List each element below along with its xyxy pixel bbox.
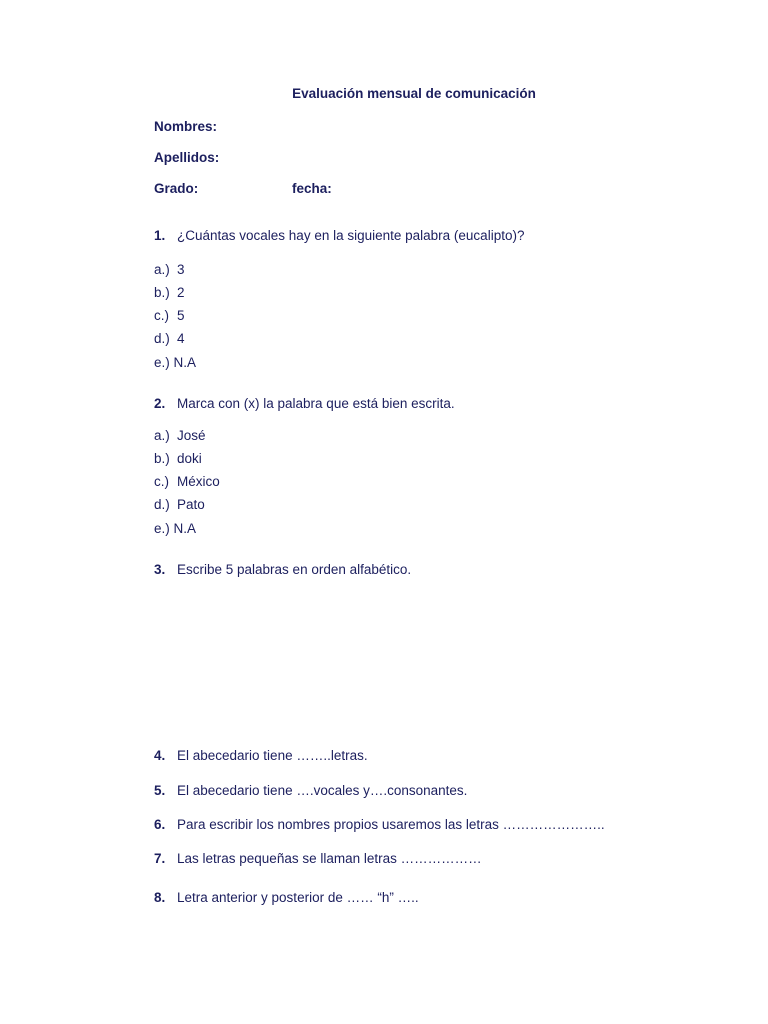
option-letter: d.) bbox=[154, 331, 170, 346]
question-4 bbox=[154, 748, 368, 764]
option-text: 5 bbox=[177, 308, 185, 323]
option-item bbox=[154, 285, 185, 301]
question-2 bbox=[154, 396, 455, 412]
option-text: 4 bbox=[177, 331, 185, 346]
option-letter: e.) bbox=[154, 521, 170, 536]
option-letter: c.) bbox=[154, 308, 169, 323]
option-item bbox=[154, 521, 196, 537]
option-text: N.A bbox=[173, 355, 197, 370]
question-text: El abecedario tiene ……..letras. bbox=[177, 748, 368, 763]
option-letter: e.) bbox=[154, 355, 170, 370]
question-8 bbox=[154, 890, 419, 906]
option-item bbox=[154, 262, 185, 278]
grado-label: Grado: bbox=[154, 181, 199, 196]
option-letter: a.) bbox=[154, 262, 170, 277]
option-text: doki bbox=[177, 451, 202, 466]
option-item bbox=[154, 428, 206, 444]
option-item bbox=[154, 451, 202, 467]
question-text: El abecedario tiene ….vocales y….consonantes. bbox=[177, 783, 468, 798]
question-number: 5. bbox=[154, 783, 166, 798]
option-text: Pato bbox=[177, 497, 205, 512]
option-text: 3 bbox=[177, 262, 185, 277]
option-text: N.A bbox=[173, 521, 197, 536]
question-7 bbox=[154, 851, 482, 867]
fecha-label: fecha: bbox=[292, 181, 332, 196]
option-item bbox=[154, 308, 185, 324]
question-number: 8. bbox=[154, 890, 166, 905]
question-1 bbox=[154, 228, 524, 244]
option-letter: d.) bbox=[154, 497, 170, 512]
question-text: Las letras pequeñas se llaman letras ……………… bbox=[177, 851, 482, 866]
page-title: Evaluación mensual de comunicación bbox=[292, 86, 536, 101]
question-text: Marca con (x) la palabra que está bien escrita. bbox=[177, 396, 455, 411]
option-letter: b.) bbox=[154, 451, 170, 466]
question-number: 1. bbox=[154, 228, 166, 243]
option-item bbox=[154, 331, 185, 347]
question-text: ¿Cuántas vocales hay en la siguiente palabra (eucalipto)? bbox=[177, 228, 525, 243]
option-text: 2 bbox=[177, 285, 185, 300]
question-3 bbox=[154, 562, 411, 578]
option-item bbox=[154, 355, 196, 371]
option-item bbox=[154, 497, 205, 513]
question-number: 3. bbox=[154, 562, 166, 577]
apellidos-label: Apellidos: bbox=[154, 150, 220, 165]
option-letter: a.) bbox=[154, 428, 170, 443]
option-letter: b.) bbox=[154, 285, 170, 300]
question-number: 2. bbox=[154, 396, 166, 411]
option-text: México bbox=[177, 474, 220, 489]
question-number: 6. bbox=[154, 817, 166, 832]
option-text: José bbox=[177, 428, 206, 443]
question-number: 4. bbox=[154, 748, 166, 763]
question-5 bbox=[154, 783, 467, 799]
question-text: Letra anterior y posterior de …… “h” ….. bbox=[177, 890, 419, 905]
question-6 bbox=[154, 817, 605, 833]
option-letter: c.) bbox=[154, 474, 169, 489]
question-text: Para escribir los nombres propios usaremos las letras ………………….. bbox=[177, 817, 605, 832]
question-text: Escribe 5 palabras en orden alfabético. bbox=[177, 562, 412, 577]
option-item bbox=[154, 474, 220, 490]
question-number: 7. bbox=[154, 851, 166, 866]
nombres-label: Nombres: bbox=[154, 119, 218, 134]
